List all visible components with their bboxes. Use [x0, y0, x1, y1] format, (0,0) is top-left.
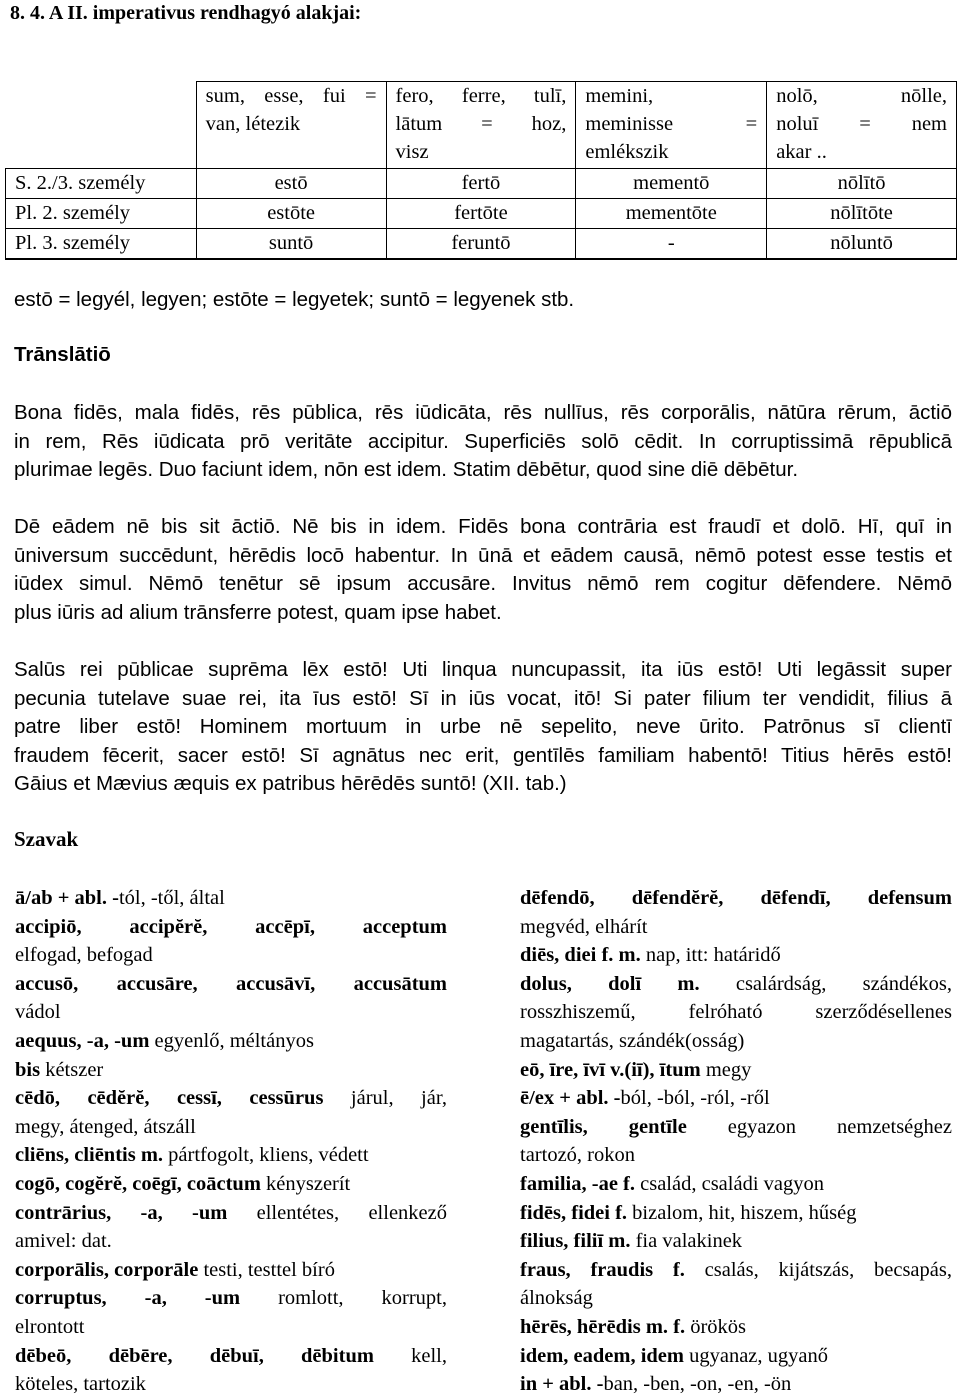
text-line: ūniversum succēdunt, hērēdis locō habentur. In ūnā et eādem causā, nēmō potest esse testis et — [14, 543, 952, 567]
vocabulary-term: eō, īre, īvī v.(iī), ītum — [520, 1058, 701, 1081]
header-cell-sum — [196, 82, 386, 169]
vocabulary-line — [15, 1227, 447, 1256]
vocabulary-meaning: ban, -ben, -on, -en, -ön — [603, 1373, 792, 1396]
text-line: plurimae legēs. Duo faciunt idem, nōn est idem. Statim dēbētur, quod sine diē dēbētur. — [14, 458, 799, 482]
translatio-title: Trānslātiō — [14, 343, 111, 366]
vocabulary-line — [520, 1313, 952, 1342]
vocabulary-meaning: csalárdság, szándékos, — [699, 972, 952, 995]
vocabulary-line — [15, 998, 447, 1027]
conjugation-table — [5, 81, 957, 260]
vocabulary-line — [520, 970, 952, 999]
vocabulary-term: aequus, -a, -um — [15, 1029, 150, 1052]
text-line: iūdex simul. Nēmō tenētur sē ipsum accusāre. Invitus nēmō rem cogitur dēfendere. Nēmō — [14, 572, 952, 596]
vocabulary-term: bis — [15, 1058, 41, 1081]
row-label: S. 2./3. személy — [6, 169, 197, 199]
vocabulary-line — [520, 1199, 952, 1228]
vocabulary-line — [15, 1170, 447, 1199]
vocabulary-meaning: testi, testtel bíró — [198, 1258, 335, 1281]
vocabulary-line — [15, 1370, 447, 1399]
vocabulary-meaning: amivel: dat. — [15, 1230, 112, 1253]
table-cell: nōlītōte — [767, 199, 957, 229]
vocabulary-meaning: egyazon nemzetséghez — [686, 1115, 952, 1138]
vocabulary-column-right — [520, 884, 952, 1399]
vocabulary-term: ā/ab + abl. - — [15, 887, 119, 909]
table-corner-cell — [6, 82, 197, 169]
vocabulary-term: hērēs, hērēdis m. f. — [520, 1315, 686, 1338]
vocabulary-meaning: köteles, tartozik — [15, 1373, 146, 1396]
vocabulary-meaning: megy, átenged, átszáll — [15, 1115, 196, 1138]
vocabulary-line — [15, 1084, 447, 1113]
paragraph-maxims — [14, 399, 952, 485]
vocabulary-line — [520, 1256, 952, 1285]
table-cell: estōte — [196, 199, 386, 229]
table-cell: suntō — [196, 229, 386, 260]
row-label: Pl. 2. személy — [6, 199, 197, 229]
vocabulary-line — [520, 913, 952, 942]
table-cell: - — [576, 229, 767, 260]
table-cell: nōluntō — [767, 229, 957, 260]
vocabulary-line — [15, 1284, 447, 1313]
vocabulary-term: fraus, fraudis f. — [520, 1258, 685, 1281]
vocabulary-meaning: örökös — [685, 1315, 747, 1338]
vocabulary-line — [520, 884, 952, 913]
vocabulary-title: Szavak — [14, 827, 79, 851]
vocabulary-term: dēbeō, dēbēre, dēbuī, dēbitum — [15, 1344, 374, 1367]
vocabulary-term: cliēns, cliēntis m. — [15, 1144, 164, 1167]
vocabulary-line — [15, 1113, 447, 1142]
vocabulary-meaning: tól, -től, által — [118, 887, 225, 909]
text-line: Dē eādem nē bis sit āctiō. Nē bis in idem. Fidēs bona contrāria est fraudī et dolō. Hī, quī in — [14, 515, 952, 538]
header-line: meminisse = — [585, 113, 758, 135]
table-cell: feruntō — [386, 229, 576, 260]
header-line: emlékszik — [585, 141, 669, 163]
vocabulary-meaning: vádol — [15, 1001, 61, 1024]
vocabulary-term: accusō, accusāre, accusāvī, accusātum — [15, 972, 447, 995]
vocabulary-meaning: család, családi vagyon — [635, 1172, 824, 1195]
vocabulary-term: filius, filiī m. — [520, 1230, 631, 1253]
vocabulary-meaning: bizalom, hit, hiszem, hűség — [627, 1201, 857, 1224]
vocabulary-line — [520, 1084, 952, 1113]
paragraph-xii-tables — [14, 656, 952, 799]
text-line: plus iūris ad alium trānsferre potest, quam ipse habet. — [14, 600, 502, 624]
header-line: akar .. — [776, 141, 827, 163]
vocabulary-meaning: magatartás, szándék(osság) — [520, 1029, 745, 1052]
table-cell: nōlītō — [767, 169, 957, 199]
table-header-row — [6, 82, 957, 169]
table-cell: fertō — [386, 169, 576, 199]
vocabulary-line — [15, 1342, 447, 1371]
vocabulary-term: fidēs, fidei f. — [520, 1201, 628, 1224]
vocabulary-line — [520, 1056, 952, 1085]
vocabulary-meaning: romlott, korrupt, — [240, 1287, 447, 1310]
table-cell: estō — [196, 169, 386, 199]
vocabulary-meaning: álnokság — [520, 1287, 593, 1310]
vocabulary-meaning: kell, — [373, 1344, 447, 1367]
vocabulary-line — [520, 1141, 952, 1170]
text-line: pecunia tutelave suae rei, ita īus estō! Sī in iūs vocat, itō! Si pater filium ter vendidit, filius ā — [14, 686, 952, 710]
vocabulary-line — [520, 1170, 952, 1199]
header-cell-fero — [386, 82, 576, 169]
header-line: fero, ferre, tulī, — [395, 85, 567, 107]
vocabulary-meaning: rosszhiszemű, felróható szerződésellenes — [520, 1001, 952, 1024]
vocabulary-meaning: fia valakinek — [630, 1230, 743, 1253]
vocabulary-meaning: elrontott — [15, 1315, 85, 1338]
vocabulary-term: familia, -ae f. — [520, 1172, 635, 1195]
table-note: estō = legyél, legyen; estōte = legyetek; suntō = legyenek stb. — [14, 288, 575, 311]
vocabulary-meaning: ugyanaz, ugyanő — [683, 1344, 829, 1367]
text-line: patre liber estō! Hominem mortuum in urbe nē sepelito, neve ūrito. Patrōnus sī clientī — [14, 715, 952, 739]
vocabulary-line — [15, 1199, 447, 1228]
vocabulary-term: ē/ex + abl. - — [520, 1087, 621, 1110]
header-line: nolō, nōlle, — [776, 85, 947, 107]
header-line: memini, — [585, 85, 654, 107]
vocabulary-term: dēfendō, dēfendĕrĕ, dēfendī, defensum — [520, 887, 952, 909]
header-line: van, létezik — [205, 113, 301, 135]
vocabulary-meaning: megvéd, elhárít — [520, 915, 648, 938]
vocabulary-meaning: kétszer — [40, 1058, 104, 1081]
vocabulary-term: dolus, dolī m. — [520, 972, 700, 995]
vocabulary-term: cēdō, cēdĕrĕ, cessī, cessūrus — [15, 1087, 324, 1110]
vocabulary-line — [520, 941, 952, 970]
paragraph-legal-principles — [14, 513, 952, 627]
vocabulary-meaning: egyenlő, méltányos — [149, 1029, 314, 1052]
vocabulary-line — [15, 941, 447, 970]
vocabulary-line — [15, 1141, 447, 1170]
header-line: lātum = hoz, — [395, 113, 567, 135]
vocabulary-line — [520, 1342, 952, 1371]
table-cell: mementōte — [576, 199, 767, 229]
table-row — [6, 229, 957, 260]
text-line: Gāius et Mævius æquis ex patribus hērēdēs suntō! (XII. tab.) — [14, 772, 567, 796]
vocabulary-term: contrārius, -a, -um — [15, 1201, 228, 1224]
header-cell-memini — [576, 82, 767, 169]
vocabulary-line — [520, 1370, 952, 1399]
vocabulary-line — [520, 1284, 952, 1313]
row-label: Pl. 3. személy — [6, 229, 197, 260]
vocabulary-term: idem, eadem, idem — [520, 1344, 684, 1367]
vocabulary-line — [15, 913, 447, 942]
text-line: Bona fidēs, mala fidēs, rēs pūblica, rēs iūdicāta, rēs nullīus, rēs corporālis, nātūra rērum, āctiō — [14, 401, 952, 424]
text-line: fraudem fēcerit, sacer estō! Sī agnātus nec erit, gentīlēs familiam habentō! Titius hērēs estō! — [14, 743, 952, 767]
vocabulary-meaning: kényszerít — [260, 1172, 351, 1195]
vocabulary-meaning: megy — [700, 1058, 752, 1081]
header-line: visz — [395, 141, 429, 163]
vocabulary-line — [15, 1313, 447, 1342]
vocabulary-meaning: ból, -ból, -ról, -ről — [620, 1087, 770, 1110]
vocabulary-term: in + abl. - — [520, 1373, 604, 1396]
table-cell: mementō — [576, 169, 767, 199]
vocabulary-meaning: nap, itt: határidő — [640, 944, 781, 967]
vocabulary-meaning: tartozó, rokon — [520, 1144, 635, 1167]
vocabulary-term: accipiō, accipĕrĕ, accēpī, acceptum — [15, 915, 447, 938]
vocabulary-line — [15, 970, 447, 999]
header-line: noluī = nem — [776, 113, 947, 135]
text-line: Salūs rei pūblicae suprēma lēx estō! Uti linqua nuncupassit, ita iūs estō! Uti legāssit super — [14, 658, 952, 681]
header-cell-nolo — [767, 82, 957, 169]
vocabulary-meaning: járul, jár, — [323, 1087, 447, 1110]
vocabulary-line — [15, 1256, 447, 1285]
vocabulary-line — [15, 884, 447, 913]
vocabulary-line — [520, 1027, 952, 1056]
table-cell: fertōte — [386, 199, 576, 229]
table-row — [6, 199, 957, 229]
vocabulary-meaning: pártfogolt, kliens, védett — [163, 1144, 369, 1167]
vocabulary-term: diēs, diei f. m. — [520, 944, 641, 967]
vocabulary-line — [15, 1056, 447, 1085]
vocabulary-term: gentīlis, gentīle — [520, 1115, 687, 1138]
vocabulary-meaning: elfogad, befogad — [15, 944, 153, 967]
vocabulary-term: corporālis, corporāle — [15, 1258, 199, 1281]
vocabulary-meaning: csalás, kijátszás, becsapás, — [684, 1258, 952, 1281]
vocabulary-line — [520, 1227, 952, 1256]
text-line: in rem, Rēs iūdicata prō veritāte accipitur. Superficiēs solō cēdit. In corruptissimā rēpublicā — [14, 429, 952, 453]
section-heading: 8. 4. A II. imperativus rendhagyó alakjai: — [10, 2, 362, 24]
vocabulary-line — [520, 998, 952, 1027]
table-row — [6, 169, 957, 199]
vocabulary-column-left — [15, 884, 447, 1399]
header-line: sum, esse, fui = — [205, 85, 377, 107]
vocabulary-term: corruptus, -a, -um — [15, 1287, 241, 1310]
vocabulary-meaning: ellentétes, ellenkező — [227, 1201, 447, 1224]
vocabulary-term: cogō, cogĕrĕ, coēgī, coāctum — [15, 1172, 261, 1195]
vocabulary-line — [15, 1027, 447, 1056]
vocabulary-line — [520, 1113, 952, 1142]
